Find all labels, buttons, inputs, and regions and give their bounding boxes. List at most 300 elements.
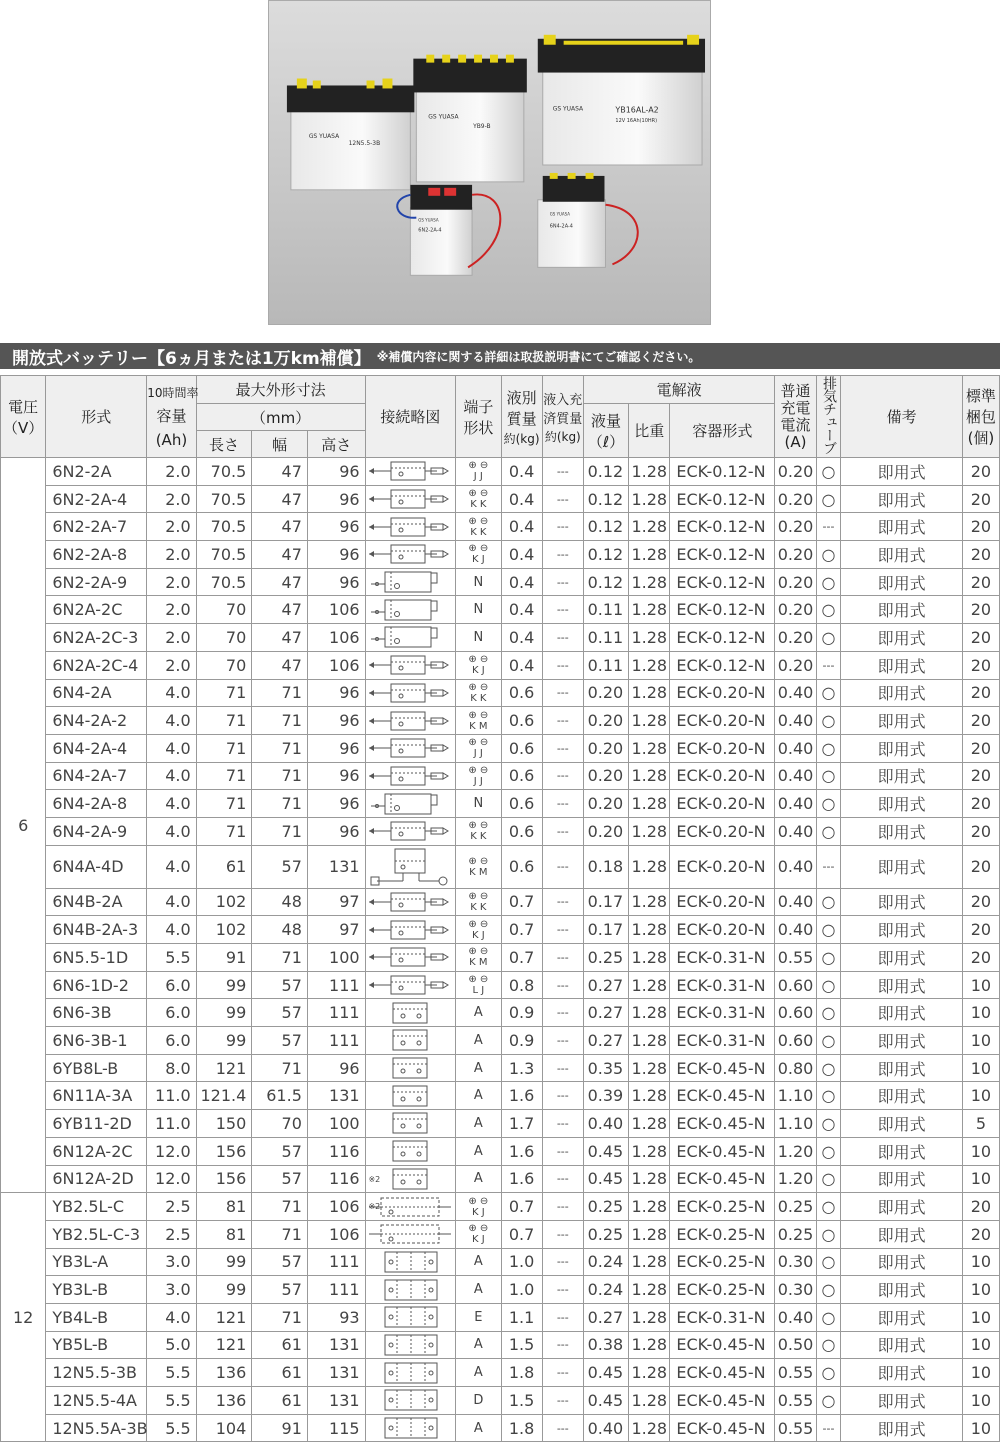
cell-amount: 0.25 [583, 1220, 628, 1248]
cell-sep-weight: 0.4 [501, 458, 542, 486]
cell-width: 48 [252, 916, 308, 944]
cell-gravity: 1.28 [629, 999, 670, 1027]
cell-height: 131 [307, 1387, 365, 1415]
cell-container: ECK-0.20-N [670, 817, 775, 845]
cell-amount: 0.45 [583, 1359, 628, 1387]
table-row [1, 458, 1000, 486]
cell-model: 6N6-3B [46, 999, 147, 1027]
connection-diagram-icon [365, 624, 456, 652]
terminal-type: K J [472, 929, 485, 941]
table-row [1, 1303, 1000, 1331]
cell-tube: ○ [816, 1220, 841, 1248]
cell-container: ECK-0.45-N [670, 1331, 775, 1359]
cell-length: 99 [196, 1248, 252, 1276]
cell-filled-weight: --- [542, 541, 583, 569]
cell-length: 71 [196, 679, 252, 707]
cell-charge: 0.20 [775, 541, 816, 569]
cell-charge: 0.25 [775, 1220, 816, 1248]
cell-capacity: 2.0 [147, 485, 196, 513]
terminal-polarity: ⊕ ⊖ [468, 974, 489, 986]
cell-height: 115 [307, 1414, 365, 1442]
cell-remarks: 即用式 [841, 916, 963, 944]
cell-container: ECK-0.12-N [670, 651, 775, 679]
cell-charge: 0.30 [775, 1248, 816, 1276]
cell-terminal: A [456, 1027, 501, 1055]
cell-filled-weight: --- [542, 944, 583, 972]
cell-length: 150 [196, 1110, 252, 1138]
cell-capacity: 4.0 [147, 734, 196, 762]
cell-tube: ○ [816, 817, 841, 845]
cell-tube: ○ [816, 1027, 841, 1055]
cell-capacity: 2.0 [147, 651, 196, 679]
photo-brand-4: GS YUASA [418, 217, 439, 223]
connection-diagram-icon [365, 1082, 456, 1110]
cell-gravity: 1.28 [629, 513, 670, 541]
cell-tube: ○ [816, 1110, 841, 1138]
cell-remarks: 即用式 [841, 541, 963, 569]
cell-sep-weight: 0.4 [501, 596, 542, 624]
cell-width: 57 [252, 999, 308, 1027]
terminal-type: K K [470, 831, 487, 843]
cell-container: ECK-0.12-N [670, 596, 775, 624]
cell-tube: ○ [816, 1387, 841, 1415]
connection-diagram-icon [365, 999, 456, 1027]
cell-sep-weight: 1.5 [501, 1387, 542, 1415]
cell-pack: 20 [962, 596, 999, 624]
cell-filled-weight: --- [542, 734, 583, 762]
cell-charge: 1.20 [775, 1165, 816, 1193]
cell-terminal [456, 1193, 501, 1221]
terminal-polarity: ⊕ ⊖ [468, 820, 489, 832]
cell-remarks: 即用式 [841, 1220, 963, 1248]
cell-capacity: 4.0 [147, 707, 196, 735]
table-row [1, 762, 1000, 790]
cell-pack: 20 [962, 568, 999, 596]
cell-width: 71 [252, 762, 308, 790]
cell-remarks: 即用式 [841, 1082, 963, 1110]
cell-container: ECK-0.25-N [670, 1193, 775, 1221]
cell-charge: 0.40 [775, 916, 816, 944]
cell-length: 136 [196, 1359, 252, 1387]
cell-remarks: 即用式 [841, 999, 963, 1027]
cell-terminal [456, 679, 501, 707]
cell-width: 71 [252, 790, 308, 818]
cell-gravity: 1.28 [629, 541, 670, 569]
col-pack: 標準 梱包 (個) [962, 376, 999, 458]
col-charge: 普通 充電 電流 (A) [775, 376, 816, 458]
cell-gravity: 1.28 [629, 817, 670, 845]
cell-width: 47 [252, 651, 308, 679]
cell-length: 156 [196, 1165, 252, 1193]
cell-width: 71 [252, 1193, 308, 1221]
table-row [1, 1276, 1000, 1304]
cell-width: 47 [252, 485, 308, 513]
table-row [1, 541, 1000, 569]
cell-tube: ○ [816, 485, 841, 513]
cell-charge: 0.20 [775, 624, 816, 652]
cell-model: 6YB11-2D [46, 1110, 147, 1138]
cell-pack: 20 [962, 944, 999, 972]
table-row [1, 888, 1000, 916]
cell-height: 100 [307, 944, 365, 972]
terminal-type: K K [470, 901, 487, 913]
table-row [1, 817, 1000, 845]
cell-capacity: 2.0 [147, 513, 196, 541]
battery-spec-table [0, 375, 1000, 1442]
cell-filled-weight: --- [542, 568, 583, 596]
cell-terminal: A [456, 999, 501, 1027]
cell-sep-weight: 1.0 [501, 1248, 542, 1276]
table-row [1, 679, 1000, 707]
cell-amount: 0.20 [583, 707, 628, 735]
connection-diagram-icon: ※2 [365, 1193, 456, 1221]
terminal-type: K K [470, 692, 487, 704]
cell-gravity: 1.28 [629, 971, 670, 999]
cell-width: 47 [252, 596, 308, 624]
cell-height: 96 [307, 707, 365, 735]
cell-remarks: 即用式 [841, 1331, 963, 1359]
cell-tube: ○ [816, 624, 841, 652]
cell-model: 6N12A-2D [46, 1165, 147, 1193]
cell-sep-weight: 1.8 [501, 1359, 542, 1387]
cell-filled-weight: --- [542, 817, 583, 845]
cell-remarks: 即用式 [841, 1248, 963, 1276]
cell-sep-weight: 0.4 [501, 568, 542, 596]
terminal-type: K K [470, 499, 487, 511]
cell-container: ECK-0.20-N [670, 679, 775, 707]
cell-gravity: 1.28 [629, 707, 670, 735]
cell-length: 91 [196, 944, 252, 972]
cell-capacity: 5.5 [147, 1414, 196, 1442]
cell-amount: 0.25 [583, 944, 628, 972]
cell-charge: 0.30 [775, 1276, 816, 1304]
terminal-type: J J [473, 471, 483, 483]
cell-length: 156 [196, 1137, 252, 1165]
cell-container: ECK-0.45-N [670, 1110, 775, 1138]
cell-pack: 20 [962, 458, 999, 486]
cell-charge: 0.55 [775, 1414, 816, 1442]
cell-tube: ○ [816, 1276, 841, 1304]
cell-charge: 0.20 [775, 596, 816, 624]
cell-terminal [456, 845, 501, 888]
cell-filled-weight: --- [542, 651, 583, 679]
cell-pack: 20 [962, 1220, 999, 1248]
cell-gravity: 1.28 [629, 1110, 670, 1138]
cell-capacity: 8.0 [147, 1054, 196, 1082]
cell-amount: 0.20 [583, 817, 628, 845]
cell-filled-weight: --- [542, 1331, 583, 1359]
cell-length: 99 [196, 1027, 252, 1055]
cell-model: YB4L-B [46, 1303, 147, 1331]
cell-model: 12N5.5-3B [46, 1359, 147, 1387]
cell-terminal [456, 707, 501, 735]
cell-height: 96 [307, 568, 365, 596]
cell-remarks: 即用式 [841, 971, 963, 999]
cell-capacity: 2.0 [147, 458, 196, 486]
col-remarks: 備考 [841, 376, 963, 458]
cell-capacity: 6.0 [147, 999, 196, 1027]
cell-container: ECK-0.31-N [670, 1303, 775, 1331]
cell-height: 111 [307, 1027, 365, 1055]
cell-height: 96 [307, 541, 365, 569]
cell-model: 6N4B-2A [46, 888, 147, 916]
cell-amount: 0.24 [583, 1248, 628, 1276]
terminal-polarity: ⊕ ⊖ [468, 1195, 489, 1207]
cell-sep-weight: 1.5 [501, 1331, 542, 1359]
terminal-type: L J [472, 985, 485, 997]
cell-terminal: A [456, 1165, 501, 1193]
cell-width: 71 [252, 734, 308, 762]
cell-capacity: 6.0 [147, 971, 196, 999]
col-dims-unit: （mm） [196, 404, 365, 431]
cell-sep-weight: 1.7 [501, 1110, 542, 1138]
cell-container: ECK-0.25-N [670, 1276, 775, 1304]
cell-charge: 0.20 [775, 485, 816, 513]
cell-container: ECK-0.20-N [670, 707, 775, 735]
cell-width: 57 [252, 1248, 308, 1276]
cell-sep-weight: 0.9 [501, 999, 542, 1027]
cell-charge: 0.20 [775, 458, 816, 486]
col-amount: 液量 （ℓ） [583, 404, 628, 458]
cell-remarks: 即用式 [841, 568, 963, 596]
cell-amount: 0.17 [583, 916, 628, 944]
cell-amount: 0.20 [583, 734, 628, 762]
cell-amount: 0.38 [583, 1331, 628, 1359]
cell-container: ECK-0.45-N [670, 1414, 775, 1442]
cell-amount: 0.45 [583, 1387, 628, 1415]
cell-filled-weight: --- [542, 888, 583, 916]
cell-filled-weight: --- [542, 916, 583, 944]
cell-sep-weight: 0.4 [501, 651, 542, 679]
cell-remarks: 即用式 [841, 458, 963, 486]
cell-terminal: A [456, 1331, 501, 1359]
cell-pack: 10 [962, 1137, 999, 1165]
cell-remarks: 即用式 [841, 679, 963, 707]
cell-pack: 10 [962, 1303, 999, 1331]
terminal-polarity: ⊕ ⊖ [468, 764, 489, 776]
cell-tube: ○ [816, 1248, 841, 1276]
connection-diagram-icon [365, 845, 456, 888]
cell-width: 47 [252, 513, 308, 541]
cell-sep-weight: 0.4 [501, 485, 542, 513]
cell-container: ECK-0.12-N [670, 485, 775, 513]
cell-container: ECK-0.45-N [670, 1165, 775, 1193]
connection-diagram-icon [365, 1414, 456, 1442]
connection-diagram-icon [365, 568, 456, 596]
cell-charge: 0.40 [775, 790, 816, 818]
cell-height: 111 [307, 999, 365, 1027]
cell-model: 12N5.5-4A [46, 1387, 147, 1415]
cell-pack: 10 [962, 1387, 999, 1415]
cell-remarks: 即用式 [841, 485, 963, 513]
cell-length: 99 [196, 999, 252, 1027]
cell-sep-weight: 0.7 [501, 1220, 542, 1248]
cell-remarks: 即用式 [841, 596, 963, 624]
battery-yb16al-a2 [538, 35, 705, 165]
cell-sep-weight: 1.3 [501, 1054, 542, 1082]
connection-diagram-icon [365, 1303, 456, 1331]
cell-length: 71 [196, 817, 252, 845]
cell-length: 70.5 [196, 458, 252, 486]
photo-brand-5: GS YUASA [549, 211, 570, 217]
terminal-type: J J [473, 748, 483, 760]
cell-gravity: 1.28 [629, 1165, 670, 1193]
cell-length: 121.4 [196, 1082, 252, 1110]
cell-remarks: 即用式 [841, 734, 963, 762]
cell-model: 6N4-2A-9 [46, 817, 147, 845]
cell-filled-weight: --- [542, 679, 583, 707]
table-row [1, 1110, 1000, 1138]
cell-remarks: 即用式 [841, 624, 963, 652]
col-width: 幅 [252, 431, 308, 458]
cell-filled-weight: --- [542, 999, 583, 1027]
cell-model: YB2.5L-C [46, 1193, 147, 1221]
cell-pack: 20 [962, 541, 999, 569]
cell-model: 6N4-2A-8 [46, 790, 147, 818]
connection-diagram-icon [365, 734, 456, 762]
cell-length: 104 [196, 1414, 252, 1442]
cell-remarks: 即用式 [841, 790, 963, 818]
cell-charge: 1.20 [775, 1137, 816, 1165]
cell-gravity: 1.28 [629, 1082, 670, 1110]
cell-length: 71 [196, 707, 252, 735]
cell-gravity: 1.28 [629, 1414, 670, 1442]
table-row [1, 999, 1000, 1027]
cell-capacity: 6.0 [147, 1027, 196, 1055]
cell-tube: ○ [816, 1331, 841, 1359]
cell-amount: 0.12 [583, 458, 628, 486]
cell-voltage: 6 [1, 458, 46, 1193]
cell-terminal [456, 513, 501, 541]
cell-tube: ○ [816, 790, 841, 818]
cell-gravity: 1.28 [629, 888, 670, 916]
cell-amount: 0.11 [583, 624, 628, 652]
cell-model: 6N6-1D-2 [46, 971, 147, 999]
cell-width: 57 [252, 1165, 308, 1193]
col-diagram: 接続略図 [365, 376, 456, 458]
cell-capacity: 4.0 [147, 679, 196, 707]
cell-pack: 20 [962, 651, 999, 679]
cell-height: 131 [307, 1082, 365, 1110]
col-terminal: 端子 形状 [456, 376, 501, 458]
connection-diagram-icon [365, 1248, 456, 1276]
cell-gravity: 1.28 [629, 916, 670, 944]
cell-container: ECK-0.45-N [670, 1387, 775, 1415]
cell-height: 131 [307, 1359, 365, 1387]
cell-charge: 0.40 [775, 888, 816, 916]
terminal-type: K J [472, 1206, 485, 1218]
cell-container: ECK-0.20-N [670, 762, 775, 790]
cell-tube: ○ [816, 541, 841, 569]
table-row [1, 916, 1000, 944]
cell-model: 6N6-3B-1 [46, 1027, 147, 1055]
cell-width: 91 [252, 1414, 308, 1442]
cell-tube: ○ [816, 999, 841, 1027]
cell-tube: ○ [816, 1054, 841, 1082]
cell-remarks: 即用式 [841, 1303, 963, 1331]
cell-tube: --- [816, 513, 841, 541]
col-sep-weight: 液別 質量 約(kg) [501, 376, 542, 458]
cell-capacity: 3.0 [147, 1276, 196, 1304]
cell-sep-weight: 0.6 [501, 790, 542, 818]
cell-charge: 1.10 [775, 1110, 816, 1138]
cell-container: ECK-0.12-N [670, 541, 775, 569]
cell-container: ECK-0.20-N [670, 790, 775, 818]
cell-height: 106 [307, 651, 365, 679]
cell-sep-weight: 0.7 [501, 1193, 542, 1221]
cell-width: 47 [252, 624, 308, 652]
cell-terminal: N [456, 568, 501, 596]
cell-sep-weight: 0.8 [501, 971, 542, 999]
cell-amount: 0.39 [583, 1082, 628, 1110]
cell-pack: 10 [962, 971, 999, 999]
cell-tube: ○ [816, 458, 841, 486]
cell-tube: ○ [816, 1165, 841, 1193]
table-row [1, 1165, 1000, 1193]
cell-amount: 0.12 [583, 513, 628, 541]
cell-pack: 20 [962, 1193, 999, 1221]
cell-amount: 0.45 [583, 1165, 628, 1193]
cell-remarks: 即用式 [841, 1414, 963, 1442]
cell-gravity: 1.28 [629, 458, 670, 486]
connection-diagram-icon [365, 1137, 456, 1165]
terminal-polarity: ⊕ ⊖ [468, 681, 489, 693]
cell-length: 71 [196, 762, 252, 790]
cell-terminal [456, 651, 501, 679]
cell-tube: ○ [816, 944, 841, 972]
photo-brand-1: GS YUASA [308, 133, 340, 141]
cell-model: 6N4-2A [46, 679, 147, 707]
photo-model-5: 6N4-2A-4 [549, 223, 573, 230]
cell-capacity: 4.0 [147, 916, 196, 944]
cell-charge: 0.20 [775, 513, 816, 541]
cell-charge: 0.50 [775, 1331, 816, 1359]
cell-width: 71 [252, 817, 308, 845]
cell-pack: 20 [962, 762, 999, 790]
photo-brand-3: GS YUASA [552, 105, 584, 113]
cell-tube: --- [816, 651, 841, 679]
cell-model: YB5L-B [46, 1331, 147, 1359]
col-model: 形式 [46, 376, 147, 458]
terminal-polarity: ⊕ ⊖ [468, 515, 489, 527]
cell-gravity: 1.28 [629, 762, 670, 790]
cell-filled-weight: --- [542, 790, 583, 818]
terminal-type: K M [469, 866, 488, 878]
cell-container: ECK-0.12-N [670, 458, 775, 486]
cell-width: 61 [252, 1331, 308, 1359]
table-row [1, 1054, 1000, 1082]
cell-width: 71 [252, 679, 308, 707]
cell-filled-weight: --- [542, 1387, 583, 1415]
terminal-polarity: ⊕ ⊖ [468, 890, 489, 902]
cell-tube: ○ [816, 888, 841, 916]
cell-remarks: 即用式 [841, 1027, 963, 1055]
cell-model: 6N4B-2A-3 [46, 916, 147, 944]
cell-filled-weight: --- [542, 513, 583, 541]
cell-pack: 20 [962, 790, 999, 818]
cell-terminal: A [456, 1054, 501, 1082]
cell-gravity: 1.28 [629, 1387, 670, 1415]
photo-model-4: 6N2-2A-4 [418, 227, 442, 234]
cell-amount: 0.18 [583, 845, 628, 888]
cell-tube: --- [816, 845, 841, 888]
connection-diagram-icon [365, 1027, 456, 1055]
cell-height: 106 [307, 1220, 365, 1248]
cell-terminal: A [456, 1276, 501, 1304]
cell-terminal [456, 916, 501, 944]
cell-charge: 0.40 [775, 845, 816, 888]
photo-model-2: YB9-B [473, 123, 491, 131]
